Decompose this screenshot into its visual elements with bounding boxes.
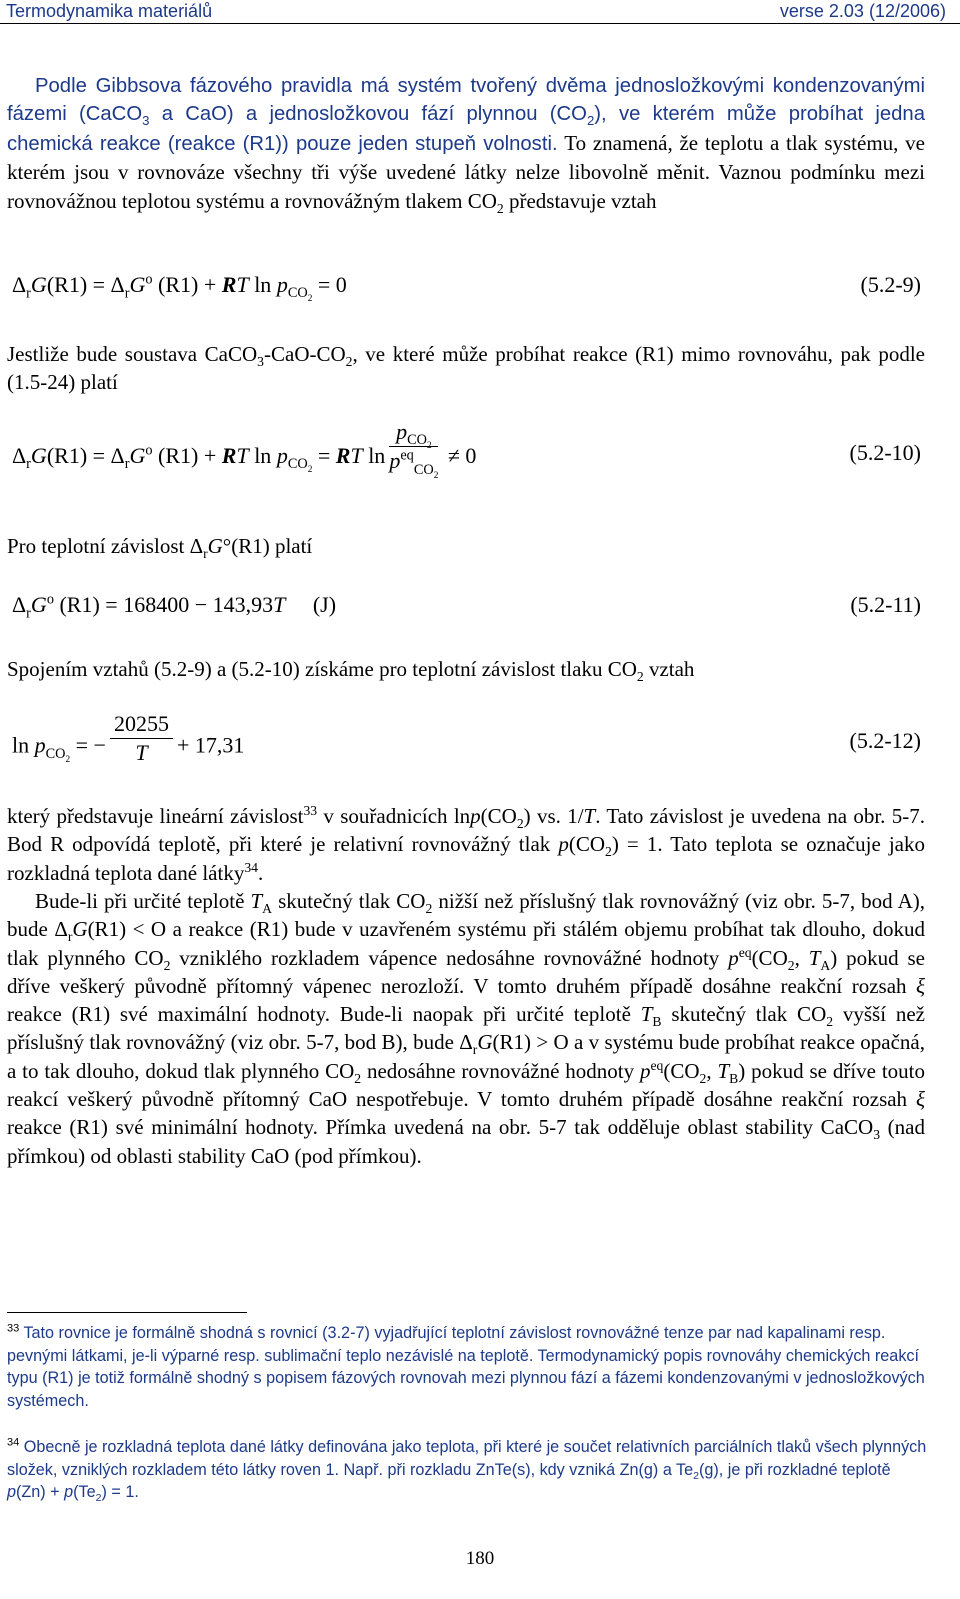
equation-5-2-12	[7, 712, 925, 776]
paragraph-nonequilibrium: Jestliže bude soustava $CaCO_3-CaO-CO_2$, ve které může probíhat reakce (R1) mimo rovnováhu, pak podle (1.5-24) platí	[7, 342, 926, 395]
equation-number: (5.2-11)	[850, 592, 921, 617]
footnote-34: $^{34}$ Obecně je rozkladná teplota dané látky definována jako teplota, při které je součet relativních parciálních tlaků všech plynných složek, vzniklých rozkladem této látky roven 1. Např. při rozkladu ZnTe(s), kdy vzniká Zn(g) a $Te_2(g)$, je při rozkladné teplotě $p(Zn) + p(Te_2) = 1$.	[7, 1436, 927, 1505]
paragraph-combining: Spojením vztahů (5.2-9) a (5.2-10) získáme pro teplotní závislost tlaku $CO_2$ vztah	[7, 657, 695, 685]
equation-body: $\Delta_rG^o$ (R1) = 168400 − 143,93T (J)	[12, 591, 337, 622]
paragraph-intro	[7, 72, 925, 216]
equation-body: $\Delta_rG(R1) = \Delta_rG^o$ (R1) + RT $\ln p_{CO_2} = 0$	[12, 271, 347, 305]
equation-5-2-9	[7, 272, 925, 320]
equation-5-2-10	[7, 419, 925, 496]
footnote-marker: 33	[7, 1322, 20, 1335]
fraction-denominator: T	[135, 740, 148, 765]
equation-number: (5.2-10)	[849, 440, 921, 465]
intro-sans-text: Podle Gibbsova fázového pravidla má systém tvořený dvěma jednosložkovými kondenzovanými fázemi (CaCO$_3$ a CaO) a jednosložkovou fází plynnou $(CO_2)$, ve kterém může probíhat jedna chemická reakce (reakce (R1)) pouze jeden stupeň volnosti.	[7, 75, 925, 155]
paragraph-temperature-dependence: Pro teplotní závislost $\Delta_rG^\circ(R1)$ platí	[7, 534, 313, 562]
equation-number: (5.2-12)	[849, 728, 921, 753]
running-header	[0, 0, 960, 24]
equation-body: $\Delta_rG(R1) = \Delta_rG^o$ (R1) + RT $\ln p_{CO_2}$ = RT ln $\frac{p_{CO_2}}{p^{eq}_{CO_2}}$ ≠ 0	[12, 419, 477, 481]
fraction-numerator: 20255	[110, 710, 173, 739]
equation-unit: (J)	[312, 592, 337, 617]
intro-serif-text: To znamená, že teplotu a tlak systému, ve kterém jsou v rovnováze všechny tři výše uvedené látky nelze libovolně měnit. Vaznou podmínku mezi rovnovážnou teplotou systému a rovnovážným tlakem $CO_2$ představuje vztah	[7, 130, 925, 217]
footnote-33	[7, 1322, 927, 1412]
header-version: verse 2.03 (12/2006)	[779, 1, 946, 21]
paragraph-stability-regions: Bude-li při určité teplotě $T_A$ skutečný tlak $CO_2$ nižší než příslušný tlak rovnovážný (viz obr. 5-7, bod A), bude $\Delta_rG(R1) < O$ a reakce (R1) bude v uzavřeném systému při stálém objemu probíhat tak dlouho, dokud tlak plynného $CO_2$ vzniklého rozkladem vápence nedosáhne rovnovážné hodnoty $p^{eq}(CO_2$, $T_A$) pokud se dříve veškerý původně přítomný vápenec nerozloží. V tomto druhém případě dosáhne reakční rozsah ξ reakce (R1) své maximální hodnoty. Bude-li naopak při určité teplotě $T_B$ skutečný tlak $CO_2$ vyšší než příslušný tlak rovnovážný (viz obr. 5-7, bod B), bude $\Delta_rG(R1) > O$ a v systému bude probíhat reakce opačná, a to tak dlouho, dokud tlak plynného $CO_2$ nedosáhne rovnovážné hodnoty $p^{eq}(CO_2$, $T_B$) pokud se dříve touto reakcí veškerý původně přítomný CaO nespotřebuje. V tomto druhém případě dosáhne reakční rozsah ξ reakce (R1) své minimální hodnoty. Přímka uvedená na obr. 5-7 tak odděluje oblast stability CaCO$_3$ (nad přímkou) od oblasti stability CaO (pod přímkou).	[7, 889, 926, 1168]
header-title: Termodynamika materiálů	[6, 1, 213, 21]
paragraph-linear-dependence: který představuje lineární závislost$^{33}$ v souřadnicích $\ln p(CO_2)$ vs. 1/T. Tato závislost je uvedena na obr. 5-7. Bod R odpovídá teplotě, při které je relativní rovnovážný tlak $p(CO_2) = 1$. Tato teplota se označuje jako rozkladná teplota dané látky$^{34}$.	[7, 803, 925, 885]
footnote-rule	[7, 1312, 247, 1313]
equation-body: $\ln p_{CO_2}$ = − $\frac{20255}{T}$ + 17,31	[12, 711, 245, 765]
page-number: 180	[465, 1548, 495, 1569]
equation-number: (5.2-9)	[860, 272, 921, 297]
header-rule	[0, 23, 960, 24]
equation-5-2-11	[7, 592, 925, 640]
footnote-text: Tato rovnice je formálně shodná s rovnicí (3.2-7) vyjadřující teplotní závislost rovnovážné tenze par nad kapalinami resp. pevnými látkami, je-li výparné resp. sublimační teplo nezávislé na teplotě. Termodynamický popis rovnováhy chemických reakcí typu (R1) je totiž formálně shodný s popisem fázových rovnovah mezi plynnou fází a fázemi kondenzovanými v jednosložkových systémech.	[7, 1324, 925, 1410]
